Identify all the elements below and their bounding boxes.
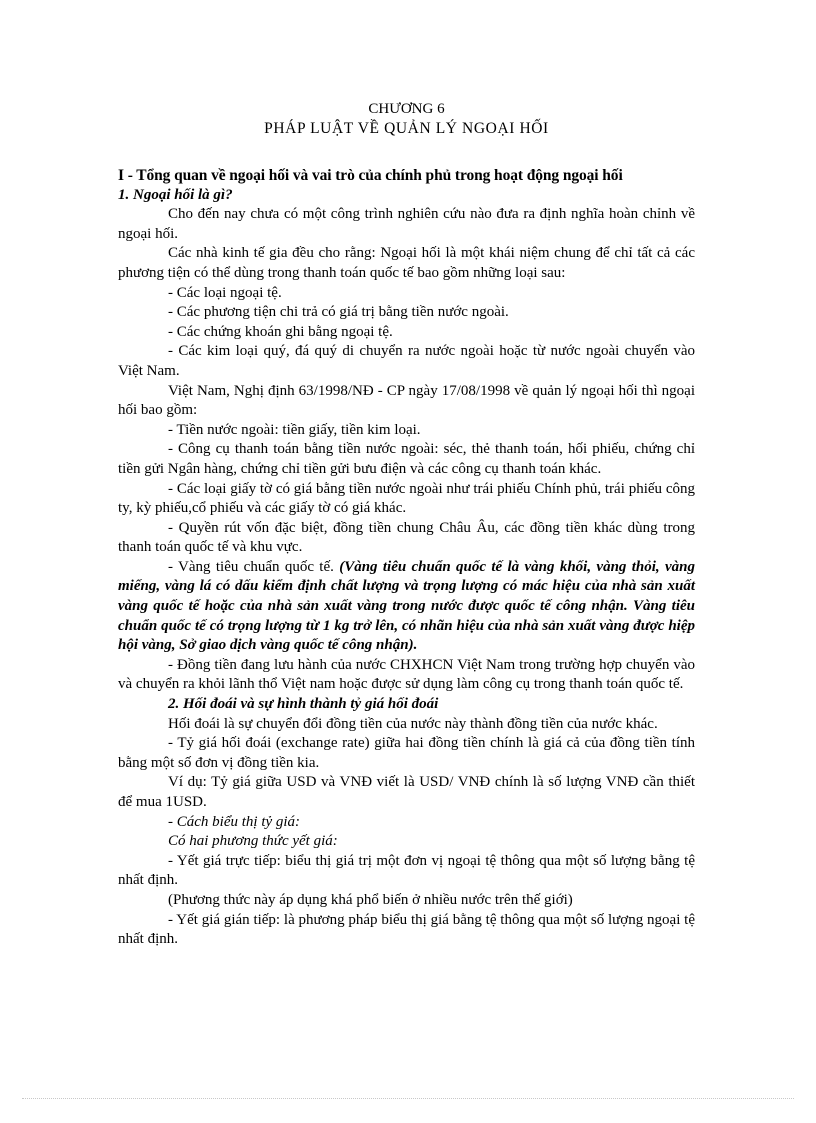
gold-lead: - Vàng tiêu chuẩn quốc tế. (168, 558, 340, 575)
subsection-heading-2: 2. Hối đoái và sự hình thành tỷ giá hối đoái (168, 696, 439, 713)
paragraph: Các nhà kinh tế gia đều cho rằng: Ngoại hối là một khái niệm chung để chỉ tất cả các phương tiện có thể dùng trong thanh toán quốc tế bao gồm những loại sau: (118, 245, 695, 281)
subsection-heading-1: 1. Ngoại hối là gì? (118, 186, 233, 203)
list-item: - Đồng tiền đang lưu hành của nước CHXHCN Việt Nam trong trường hợp chuyển vào và chuyển ra khỏi lãnh thổ Việt nam hoặc được sử dụng làm công cụ trong thanh toán quốc tế. (118, 656, 695, 693)
list-item: - Các chứng khoán ghi bằng ngoại tệ. (168, 323, 393, 340)
list-item: - Công cụ thanh toán bằng tiền nước ngoài: séc, thẻ thanh toán, hối phiếu, chứng chỉ tiền gửi Ngân hàng, chứng chỉ tiền gửi bưu điện và các công cụ thanh toán khác. (118, 441, 695, 477)
document-page (118, 100, 695, 950)
paragraph: - Yết giá gián tiếp: là phương pháp biểu thị giá bằng tệ thông qua một số lượng ngoại tệ nhất định. (118, 911, 695, 948)
list-item: - Các kim loại quý, đá quý di chuyển ra nước ngoài hoặc từ nước ngoài chuyển vào Việt Nam. (118, 343, 695, 379)
paragraph: Việt Nam, Nghị định 63/1998/NĐ - CP ngày 17/08/1998 về quản lý ngoại hối thì ngoại hối bao gồm: (118, 382, 695, 419)
gold-definition: (Vàng tiêu chuẩn quốc tế là vàng khối, vàng thỏi, vàng miếng, vàng lá có dấu kiểm định chất lượng và trọng lượng có mác hiệu của nhà sản xuất vàng quốc tế hoặc của nhà sản xuất vàng trong nước được quốc tế công nhận. Vàng tiêu chuẩn quốc tế có trọng lượng từ 1 kg trở lên, có nhãn hiệu của nhà sản xuất vàng được hiệp hội vàng, Sở giao dịch vàng quốc tế công nhận). (118, 558, 695, 654)
list-item-gold (118, 558, 695, 656)
list-item: - Quyền rút vốn đặc biệt, đồng tiền chung Châu Âu, các đồng tiền khác dùng trong thanh toán quốc tế và khu vực. (118, 519, 695, 556)
chapter-number: CHƯƠNG 6 (368, 101, 445, 117)
paragraph: Hối đoái là sự chuyển đổi đồng tiền của nước này thành đồng tiền của nước khác. (168, 715, 658, 732)
paragraph: (Phương thức này áp dụng khá phổ biến ở nhiều nước trên thế giới) (168, 891, 573, 908)
list-item: - Các loại ngoại tệ. (168, 284, 282, 301)
paragraph: - Yết giá trực tiếp: biểu thị giá trị một đơn vị ngoại tệ thông qua một số lượng bằng tệ nhất định. (118, 852, 695, 889)
section-heading: I - Tổng quan về ngoại hối và vai trò của chính phủ trong hoạt động ngoại hối (118, 167, 623, 184)
page-bottom-divider (22, 1098, 794, 1099)
chapter-title: PHÁP LUẬT VỀ QUẢN LÝ NGOẠI HỐI (264, 120, 549, 137)
paragraph: Cho đến nay chưa có một công trình nghiên cứu nào đưa ra định nghĩa hoàn chỉnh về ngoại hối. (118, 206, 695, 242)
list-item: - Tiền nước ngoài: tiền giấy, tiền kim loại. (168, 421, 421, 438)
paragraph: - Tỷ giá hối đoái (exchange rate) giữa hai đồng tiền chính là giá cả của đồng tiền tính bằng một số đơn vị đồng tiền kia. (118, 735, 695, 771)
paragraph: Ví dụ: Tỷ giá giữa USD và VNĐ viết là USD/ VNĐ chính là số lượng VNĐ cần thiết để mua 1USD. (118, 774, 695, 810)
list-item: - Các phương tiện chi trả có giá trị bằng tiền nước ngoài. (168, 304, 509, 321)
italic-line: Có hai phương thức yết giá: (168, 833, 338, 850)
list-item: - Các loại giấy tờ có giá bằng tiền nước ngoài như trái phiếu Chính phủ, trái phiếu công ty, kỳ phiếu,cổ phiếu và các giấy tờ có giá khác. (118, 480, 695, 517)
italic-line: - Cách biểu thị tỷ giá: (168, 813, 301, 830)
